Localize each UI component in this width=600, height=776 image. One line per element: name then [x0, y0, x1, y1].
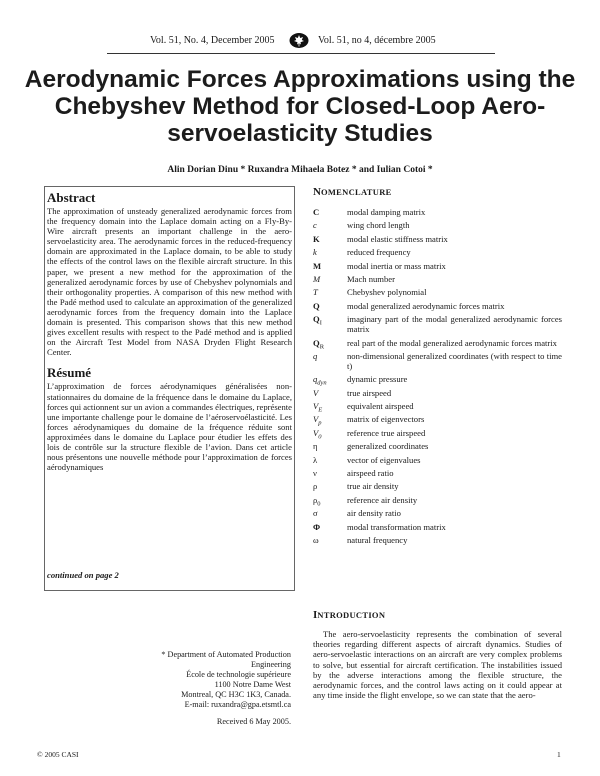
- nomenclature-description: true air density: [347, 481, 399, 492]
- nomenclature-symbol: σ: [313, 508, 318, 519]
- nomenclature-description: reference true airspeed: [347, 427, 426, 438]
- resume-heading: Résumé: [47, 365, 92, 381]
- continued-note: continued on page 2: [47, 570, 119, 580]
- nomenclature-row: [313, 468, 562, 478]
- abstract-heading: Abstract: [47, 190, 96, 205]
- nomenclature-row: [313, 247, 562, 257]
- nomenclature-description: dynamic pressure: [347, 374, 408, 385]
- nomenclature-symbol: ω: [313, 534, 319, 545]
- nomenclature-row: [313, 234, 562, 244]
- nomenclature-symbol: M: [313, 260, 322, 271]
- abstract-box: [44, 186, 295, 591]
- nomenclature-symbol: Q: [313, 300, 320, 311]
- nomenclature-symbol: $q_{dyn}$: [313, 374, 327, 388]
- header-volume-english: Vol. 51, No. 4, December 2005: [150, 35, 275, 46]
- nomenclature-description: modal elastic stiffness matrix: [347, 233, 448, 244]
- nomenclature-description: reference air density: [347, 494, 418, 505]
- nomenclature-description: modal generalized aerodynamic forces matrix: [347, 300, 505, 311]
- affiliation-email: E-mail: ruxandra@gpa.etsmtl.ca: [184, 700, 291, 710]
- nomenclature-symbol: $\rho_0$: [313, 494, 321, 508]
- nomenclature-row: [313, 261, 562, 271]
- paper-title: Aerodynamic Forces Approximations using the Chebyshev Method for Closed-Loop Aero-servoelasticity Studies: [24, 66, 576, 147]
- nomenclature-description: natural frequency: [347, 534, 408, 545]
- affiliation-line: Montreal, QC H3C 1K3, Canada.: [181, 690, 291, 700]
- authors-line: Alin Dorian Dinu * Ruxandra Mihaela Botez * and Iulian Cotoi *: [167, 165, 433, 175]
- nomenclature-symbol: η: [313, 441, 318, 452]
- nomenclature-description: imaginary part of the modal generalized aerodynamic forces matrix: [347, 314, 562, 335]
- nomenclature-row: [313, 494, 562, 508]
- nomenclature-row: [313, 441, 562, 451]
- nomenclature-symbol: $V_0$: [313, 427, 322, 441]
- introduction-text: The aero-servoelasticity represents the combination of several theories regarding different aspects of aircraft dynamics. Studies of aero-servoelastic interactions on an aircraft are very complex problems to solve, but essential for aircraft certification. The instabilities issued by the adverse interactions among the flexible structure, the aerodynamic forces, and the control laws acting on it could appear at any time inside the flight envelope, so we can state that the aero-: [313, 629, 562, 701]
- nomenclature-symbol: λ: [313, 454, 318, 465]
- introduction-heading: INTRODUCTION: [313, 609, 386, 621]
- nomenclature-row: [313, 301, 562, 311]
- affiliation-line: 1100 Notre Dame West: [214, 680, 291, 690]
- nomenclature-symbol: ν: [313, 468, 317, 479]
- nomenclature-symbol: T: [313, 287, 318, 298]
- nomenclature-row: [313, 481, 562, 491]
- author-affiliation: [140, 650, 291, 711]
- header-rule: [107, 53, 495, 54]
- nomenclature-symbol: K: [313, 233, 320, 244]
- nomenclature-symbol: $V_p$: [313, 414, 322, 428]
- nomenclature-description: modal damping matrix: [347, 207, 426, 217]
- nomenclature-row: [313, 388, 562, 398]
- nomenclature-description: non-dimensional generalized coordinates (with respect to time t): [347, 350, 562, 371]
- nomenclature-symbol: $Q_I$: [313, 314, 322, 327]
- nomenclature-symbol: V: [313, 387, 319, 398]
- nomenclature-description: equivalent airspeed: [347, 401, 414, 412]
- nomenclature-symbol: M: [313, 273, 321, 284]
- copyright-footer: © 2005 CASI: [37, 750, 79, 759]
- nomenclature-description: reduced frequency: [347, 247, 411, 258]
- nomenclature-description: real part of the modal generalized aerodynamic forces matrix: [347, 337, 557, 348]
- nomenclature-row: [313, 207, 562, 217]
- header-volume-french: Vol. 51, no 4, décembre 2005: [318, 35, 436, 46]
- nomenclature-row: [313, 287, 562, 297]
- nomenclature-row: [313, 274, 562, 284]
- nomenclature-row: [313, 314, 562, 334]
- nomenclature-list: [313, 207, 562, 548]
- nomenclature-symbol: c: [313, 220, 317, 231]
- nomenclature-heading: NOMENCLATURE: [313, 186, 392, 198]
- nomenclature-row: [313, 374, 562, 388]
- nomenclature-description: modal transformation matrix: [347, 521, 446, 532]
- page-number: 1: [557, 750, 561, 759]
- resume-text: L’approximation de forces aérodynamiques généralisées non-stationnaires du domaine de la fréquence dans le domaine du Laplace, forces qui actionnent sur un avion a commandes électriques, représente une importante challenge pour le domaine de l’aéroservoélasticité. Les forces aérodynamiques du domaine de la fréquence réduite sont approximées dans le domaine du Laplace pour étudier les effets des lois de contrôle sur la structure flexible de l’avion. Dans cet article nous présentons une nouvelle méthode pour l’approximation de forces aérodynamiques: [47, 381, 292, 473]
- nomenclature-symbol: $Q_R$: [313, 337, 325, 351]
- nomenclature-description: wing chord length: [347, 220, 410, 231]
- received-date: Received 6 May 2005.: [216, 717, 291, 726]
- nomenclature-description: true airspeed: [347, 387, 392, 398]
- nomenclature-row: [313, 427, 562, 441]
- nomenclature-row: [313, 220, 562, 230]
- maple-leaf-emblem-icon: [288, 32, 310, 49]
- affiliation-line: * Department of Automated Production: [161, 650, 291, 659]
- nomenclature-description: airspeed ratio: [347, 468, 394, 479]
- nomenclature-row: [313, 522, 562, 532]
- nomenclature-description: vector of eigenvalues: [347, 454, 421, 465]
- nomenclature-description: Chebyshev polynomial: [347, 287, 427, 298]
- affiliation-line: Engineering: [250, 660, 291, 670]
- nomenclature-symbol: q: [313, 350, 318, 361]
- nomenclature-description: generalized coordinates: [347, 441, 429, 452]
- nomenclature-symbol: Φ: [313, 521, 321, 532]
- nomenclature-symbol: $V_E$: [313, 401, 323, 414]
- nomenclature-row: [313, 337, 562, 351]
- nomenclature-row: [313, 414, 562, 428]
- running-header: [0, 32, 600, 50]
- nomenclature-row: [313, 455, 562, 465]
- nomenclature-symbol: C: [313, 207, 320, 217]
- nomenclature-description: Mach number: [347, 273, 395, 284]
- nomenclature-row: [313, 535, 562, 545]
- nomenclature-symbol: k: [313, 247, 317, 258]
- affiliation-line: École de technologie supérieure: [186, 670, 291, 680]
- nomenclature-row: [313, 401, 562, 414]
- nomenclature-description: air density ratio: [347, 508, 401, 519]
- abstract-text: The approximation of unsteady generalized aerodynamic forces from the frequency domain into the Laplace domain acting on a Fly-By-Wire aircraft presents an important challenge in the aero-servoelasticity area. The aerodynamic forces in the reduced-frequency domain are approximated in the Laplace domain, to be able to study the effects of the control laws on the flexible aircraft structure. In this paper, we present a new method for the approximation of the generalized aerodynamic forces by use of Chebyshev polynomials and their orthogonality properties. A comparison of this new method with the Padé method used to calculate an approximation of the generalized aerodynamic forces from the frequency domain into the Laplace domain is presented. This comparison shows that this new method gives excellent results with respect to the Padé method and is applied on the Aircraft Test Model from NASA Dryden Flight Research Center.: [47, 206, 292, 358]
- nomenclature-row: [313, 351, 562, 371]
- nomenclature-symbol: ρ: [313, 481, 318, 492]
- nomenclature-description: matrix of eigenvectors: [347, 414, 425, 425]
- nomenclature-row: [313, 508, 562, 518]
- nomenclature-description: modal inertia or mass matrix: [347, 260, 446, 271]
